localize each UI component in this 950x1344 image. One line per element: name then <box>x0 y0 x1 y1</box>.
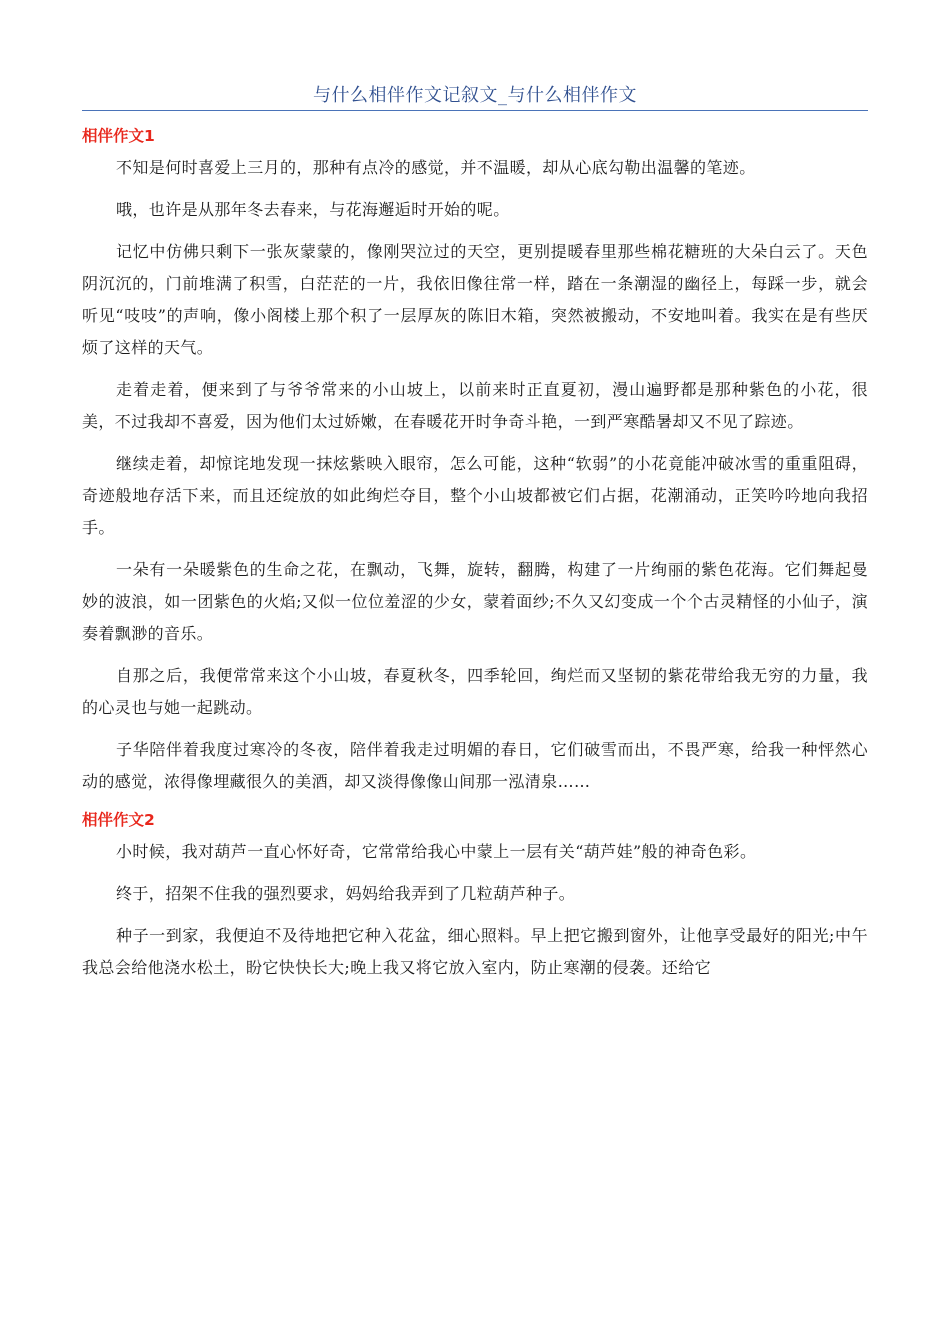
paragraph: 子华陪伴着我度过寒冷的冬夜，陪伴着我走过明媚的春日，它们破雪而出，不畏严寒，给我一种怦然心动的感觉，浓得像埋藏很久的美酒，却又淡得像像山间那一泓清泉…… <box>82 740 868 791</box>
section-heading: 相伴作文2 <box>82 811 155 829</box>
essay-section-1 <box>82 124 868 798</box>
paragraph: 小时候，我对葫芦一直心怀好奇，它常常给我心中蒙上一层有关“葫芦娃”般的神奇色彩。 <box>116 842 757 861</box>
paragraph: 继续走着，却惊诧地发现一抹炫紫映入眼帘，怎么可能，这种“软弱”的小花竟能冲破冰雪的重重阻碍，奇迹般地存活下来，而且还绽放的如此绚烂夺目，整个小山坡都被它们占据，花潮涌动，正笑吟吟地向我招手。 <box>82 454 868 537</box>
paragraph: 一朵有一朵暖紫色的生命之花，在飘动，飞舞，旋转，翻腾，构建了一片绚丽的紫色花海。它们舞起曼妙的波浪，如一团紫色的火焰;又似一位位羞涩的少女，蒙着面纱;不久又幻变成一个个古灵精怪的小仙子，演奏着飘渺的音乐。 <box>82 560 868 643</box>
paragraph: 种子一到家，我便迫不及待地把它种入花盆，细心照料。早上把它搬到窗外，让他享受最好的阳光;中午我总会给他浇水松土，盼它快快长大;晚上我又将它放入室内，防止寒潮的侵袭。还给它 <box>82 926 868 977</box>
essay-section-2 <box>82 808 868 984</box>
header-divider <box>82 110 868 111</box>
section-heading: 相伴作文1 <box>82 127 155 145</box>
paragraph: 哦，也许是从那年冬去春来，与花海邂逅时开始的呢。 <box>116 200 510 219</box>
paragraph: 自那之后，我便常常来这个小山坡，春夏秋冬，四季轮回，绚烂而又坚韧的紫花带给我无穷的力量，我的心灵也与她一起跳动。 <box>82 666 868 717</box>
document-body <box>82 124 868 994</box>
paragraph: 终于，招架不住我的强烈要求，妈妈给我弄到了几粒葫芦种子。 <box>116 884 576 903</box>
paragraph: 记忆中仿佛只剩下一张灰蒙蒙的，像刚哭泣过的天空，更别提暖春里那些棉花糖班的大朵白云了。天色阴沉沉的，门前堆满了积雪，白茫茫的一片，我依旧像往常一样，踏在一条潮湿的幽径上，每踩一步，就会听见“吱吱”的声响，像小阁楼上那个积了一层厚灰的陈旧木箱，突然被搬动，不安地叫着。我实在是有些厌烦了这样的天气。 <box>82 242 868 357</box>
page-header-title: 与什么相伴作文记叙文_与什么相伴作文 <box>313 85 637 106</box>
paragraph: 走着走着，便来到了与爷爷常来的小山坡上，以前来时正直夏初，漫山遍野都是那种紫色的小花，很美，不过我却不喜爱，因为他们太过娇嫩，在春暖花开时争奇斗艳，一到严寒酷暑却又不见了踪迹。 <box>82 380 868 431</box>
paragraph: 不知是何时喜爱上三月的，那种有点冷的感觉，并不温暖，却从心底勾勒出温馨的笔迹。 <box>116 158 756 177</box>
